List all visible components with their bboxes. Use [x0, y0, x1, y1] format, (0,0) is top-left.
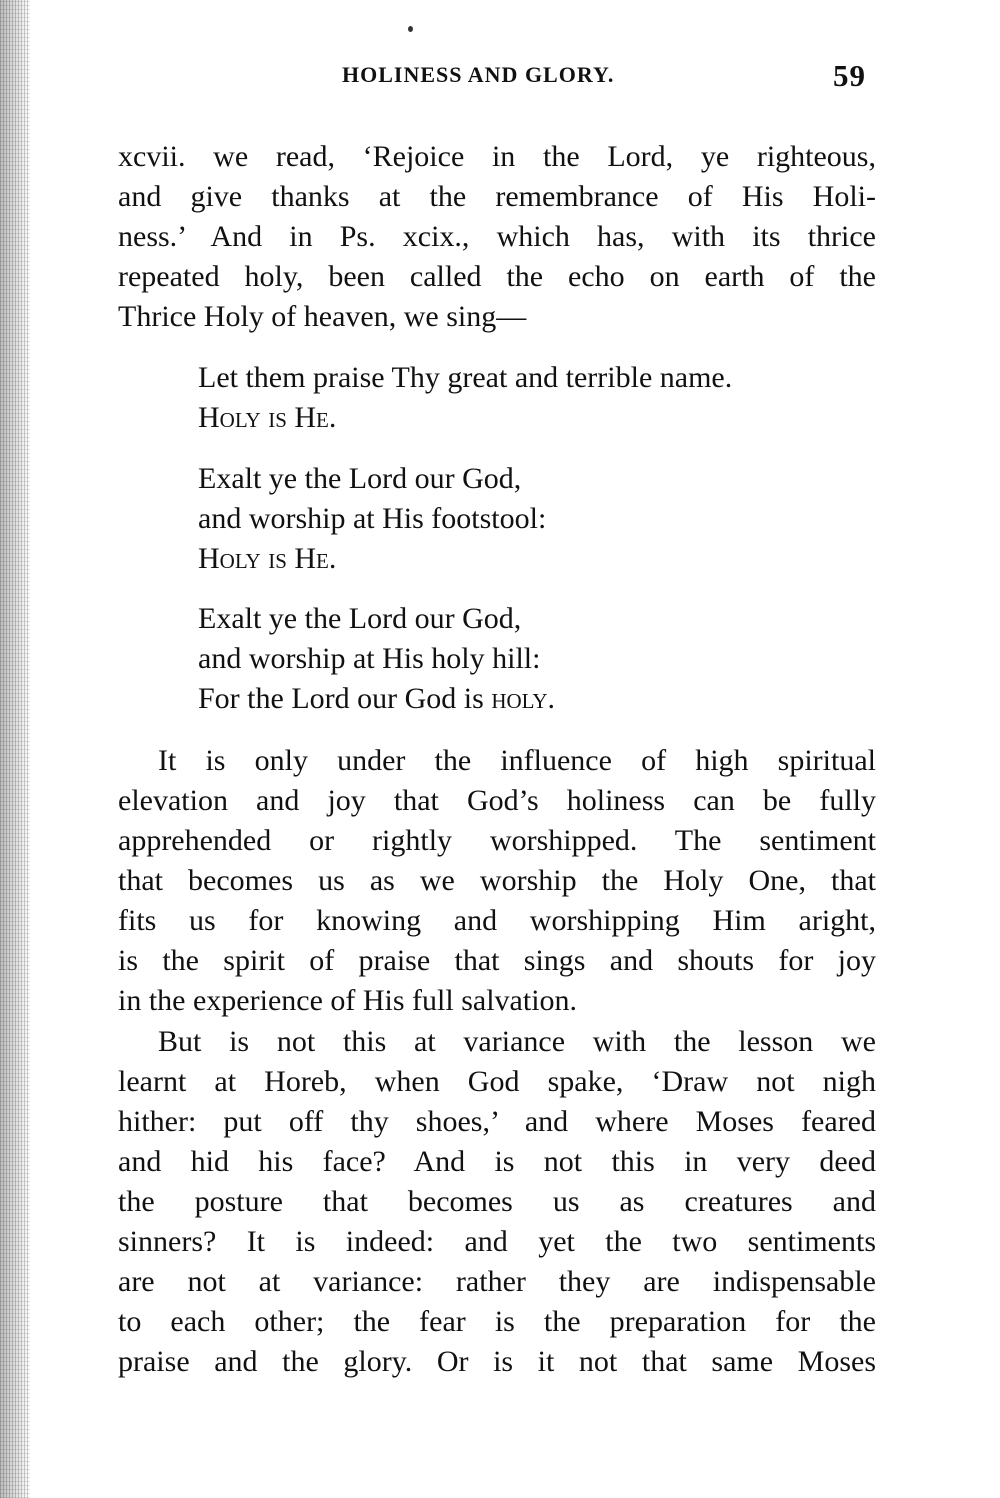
- page-binding-edge: [0, 0, 30, 1498]
- paragraph-1-line: repeated holy, been called the echo on earth of the: [118, 260, 876, 293]
- verse-refrain: Holy is He.: [198, 542, 337, 575]
- paragraph-2-line: in the experience of His full salvation.: [118, 984, 578, 1017]
- verse-line: Exalt ye the Lord our God,: [198, 602, 522, 635]
- verse-line: and worship at His holy hill:: [198, 642, 541, 675]
- verse-line: and worship at His footstool:: [198, 502, 547, 535]
- verse-line: Let them praise Thy great and terrible name.: [198, 361, 733, 394]
- paragraph-2-line: is the spirit of praise that sings and shouts for joy: [118, 944, 876, 977]
- verse-emphasis: holy.: [491, 682, 556, 715]
- print-speck: [408, 26, 413, 32]
- paragraph-3-line: hither: put off thy shoes,’ and where Moses feared: [118, 1105, 876, 1138]
- paragraph-1-line: and give thanks at the remembrance of His Holi-: [118, 180, 876, 213]
- paragraph-3-line: praise and the glory. Or is it not that same Moses: [118, 1345, 876, 1378]
- verse-line: Exalt ye the Lord our God,: [198, 462, 522, 495]
- paragraph-2-line: apprehended or rightly worshipped. The sentiment: [118, 824, 876, 857]
- paragraph-3-line: learnt at Horeb, when God spake, ‘Draw not nigh: [118, 1065, 876, 1098]
- paragraph-3-line: the posture that becomes us as creatures and: [118, 1185, 876, 1218]
- paragraph-2-line: elevation and joy that God’s holiness can be fully: [118, 784, 876, 817]
- verse-refrain: Holy is He.: [198, 401, 337, 434]
- paragraph-2-line: fits us for knowing and worshipping Him aright,: [118, 904, 876, 937]
- paragraph-2-line: It is only under the influence of high spiritual: [158, 744, 876, 777]
- paragraph-2-line: that becomes us as we worship the Holy One, that: [118, 864, 876, 897]
- paragraph-3-line: But is not this at variance with the lesson we: [158, 1025, 876, 1058]
- paragraph-1-line: xcvii. we read, ‘Rejoice in the Lord, ye righteous,: [118, 140, 876, 173]
- running-head: HOLINESS AND GLORY.: [342, 62, 615, 87]
- paragraph-3-line: sinners? It is indeed: and yet the two sentiments: [118, 1225, 876, 1258]
- paragraph-1-line: ness.’ And in Ps. xcix., which has, with its thrice: [118, 220, 876, 253]
- page-number: 59: [833, 58, 866, 93]
- paragraph-1-line: Thrice Holy of heaven, we sing—: [118, 300, 527, 333]
- paragraph-3-line: to each other; the fear is the preparation for the: [118, 1305, 876, 1338]
- verse-line-text: For the Lord our God is: [198, 682, 484, 715]
- paragraph-3-line: are not at variance: rather they are indispensable: [118, 1265, 876, 1298]
- paragraph-3-line: and hid his face? And is not this in very deed: [118, 1145, 876, 1178]
- verse-line: [198, 679, 555, 719]
